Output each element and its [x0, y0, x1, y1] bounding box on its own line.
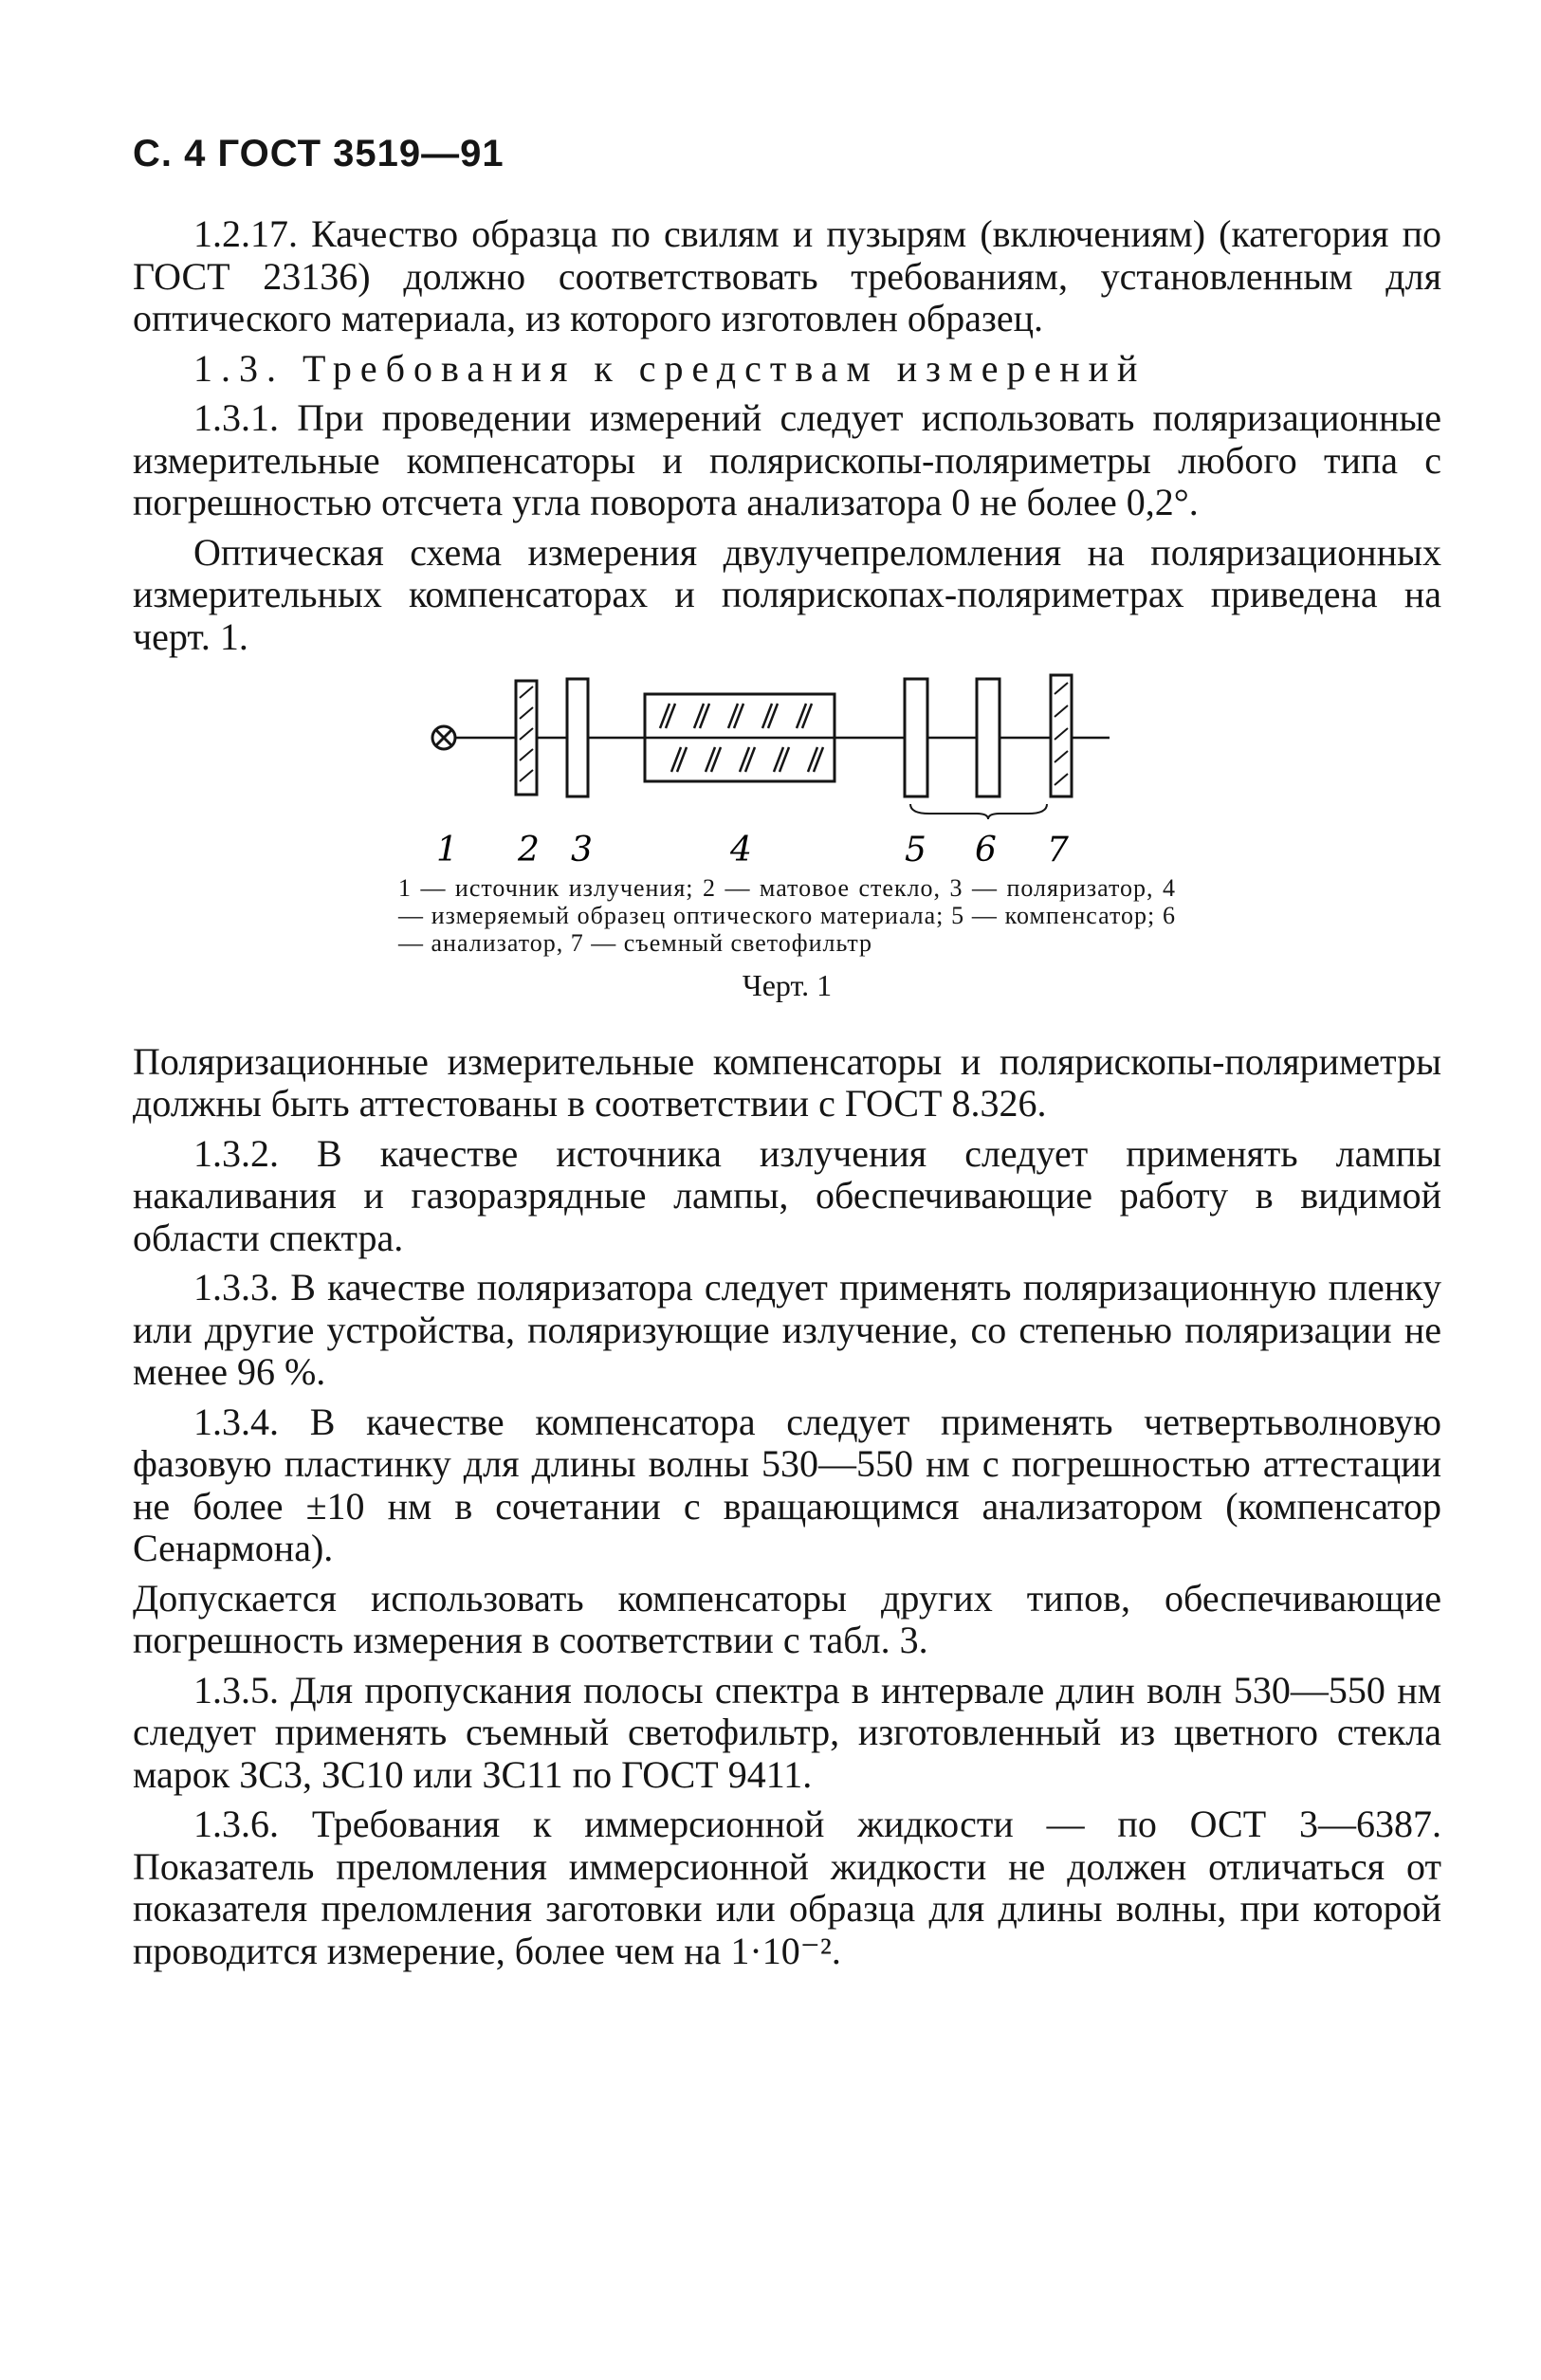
figure-legend: 1 — источник излучения; 2 — матовое стекло, 3 — поляризатор, 4 — измеряемый образец оптического материала; 5 — компенсатор; 6 — анализатор, 7 — съемный светофильтр [398, 874, 1176, 957]
paragraph-1-3-2: 1.3.2. В качестве источника излучения следует применять лампы накаливания и газоразрядные лампы, обеспечивающие работу в видимой области спектра. [133, 1131, 1441, 1259]
paragraph-1-2-17: 1.2.17. Качество образца по свилям и пузырям (включениям) (категория по ГОСТ 23136) должно соответствовать требованиям, установленным для оптического материала, из которого изготовлен образец. [133, 212, 1441, 339]
filter-element [1051, 675, 1072, 796]
analyzer-element [977, 679, 1000, 796]
light-source-icon [432, 726, 455, 749]
compensator-element [905, 679, 927, 796]
paragraph-optical-scheme: Оптическая схема измерения двулучепреломления на поляризационных измерительных компенсаторах и полярископах-поляриметрах приведена на черт. 1. [133, 530, 1441, 658]
figure-label-1: 1 [436, 831, 458, 870]
figure-optical-scheme [133, 671, 1441, 1007]
paragraph-1-3-1: 1.3.1. При проведении измерений следует использовать поляризационные измерительные компенсаторы и полярископы-поляриметры любого типа с погрешностью отсчета угла поворота анализатора 0 не более 0,2°. [133, 396, 1441, 523]
paragraph-1-3-3: 1.3.3. В качестве поляризатора следует применять поляризационную пленку или другие устройства, поляризующие излучение, со степенью поляризации не менее 96 %. [133, 1266, 1441, 1393]
paragraph-1-3-6: 1.3.6. Требования к иммерсионной жидкости — по ОСТ 3—6387. Показатель преломления иммерсионной жидкости не должен отличаться от показателя преломления заготовки или образца для длины волны, при которой проводится измерение, более чем на 1·10⁻². [133, 1803, 1441, 1972]
figure-label-3: 3 [571, 831, 593, 870]
page-header: С. 4 ГОСТ 3519—91 [133, 133, 504, 174]
brace-compensator-analyzer [910, 804, 1047, 819]
document-body [133, 213, 1441, 1980]
figure-title: Черт. 1 [742, 968, 833, 1002]
figure-label-2: 2 [518, 831, 540, 870]
sample-element [645, 694, 835, 781]
paragraph-other-compensators: Допускается использовать компенсаторы других типов, обеспечивающие погрешность измерения в соответствии с табл. 3. [133, 1576, 1441, 1661]
paragraph-1-3-5: 1.3.5. Для пропускания полосы спектра в интервале длин волн 530—550 нм следует применять съемный светофильтр, изготовленный из цветного стекла марок ЗС3, ЗС10 или ЗС11 по ГОСТ 9411. [133, 1668, 1441, 1796]
figure-label-5: 5 [905, 831, 926, 870]
optical-scheme-diagram [417, 671, 1157, 870]
figure-label-6: 6 [975, 831, 997, 870]
section-heading-1-3: 1.3. Требования к средствам измерений [193, 346, 1147, 390]
figure-label-4: 4 [730, 831, 752, 870]
paragraph-attestation: Поляризационные измерительные компенсаторы и полярископы-поляриметры должны быть аттестованы в соответствии с ГОСТ 8.326. [133, 1039, 1441, 1125]
paragraph-1-3-4: 1.3.4. В качестве компенсатора следует применять четвертьволновую фазовую пластинку для длины волны 530—550 нм с погрешностью аттестации не более ±10 нм в сочетании с вращающимся анализатором (компенсатор Сенармона). [133, 1400, 1441, 1569]
matte-glass-element [516, 681, 537, 795]
polarizer-element [567, 679, 588, 796]
figure-label-7: 7 [1047, 831, 1069, 870]
